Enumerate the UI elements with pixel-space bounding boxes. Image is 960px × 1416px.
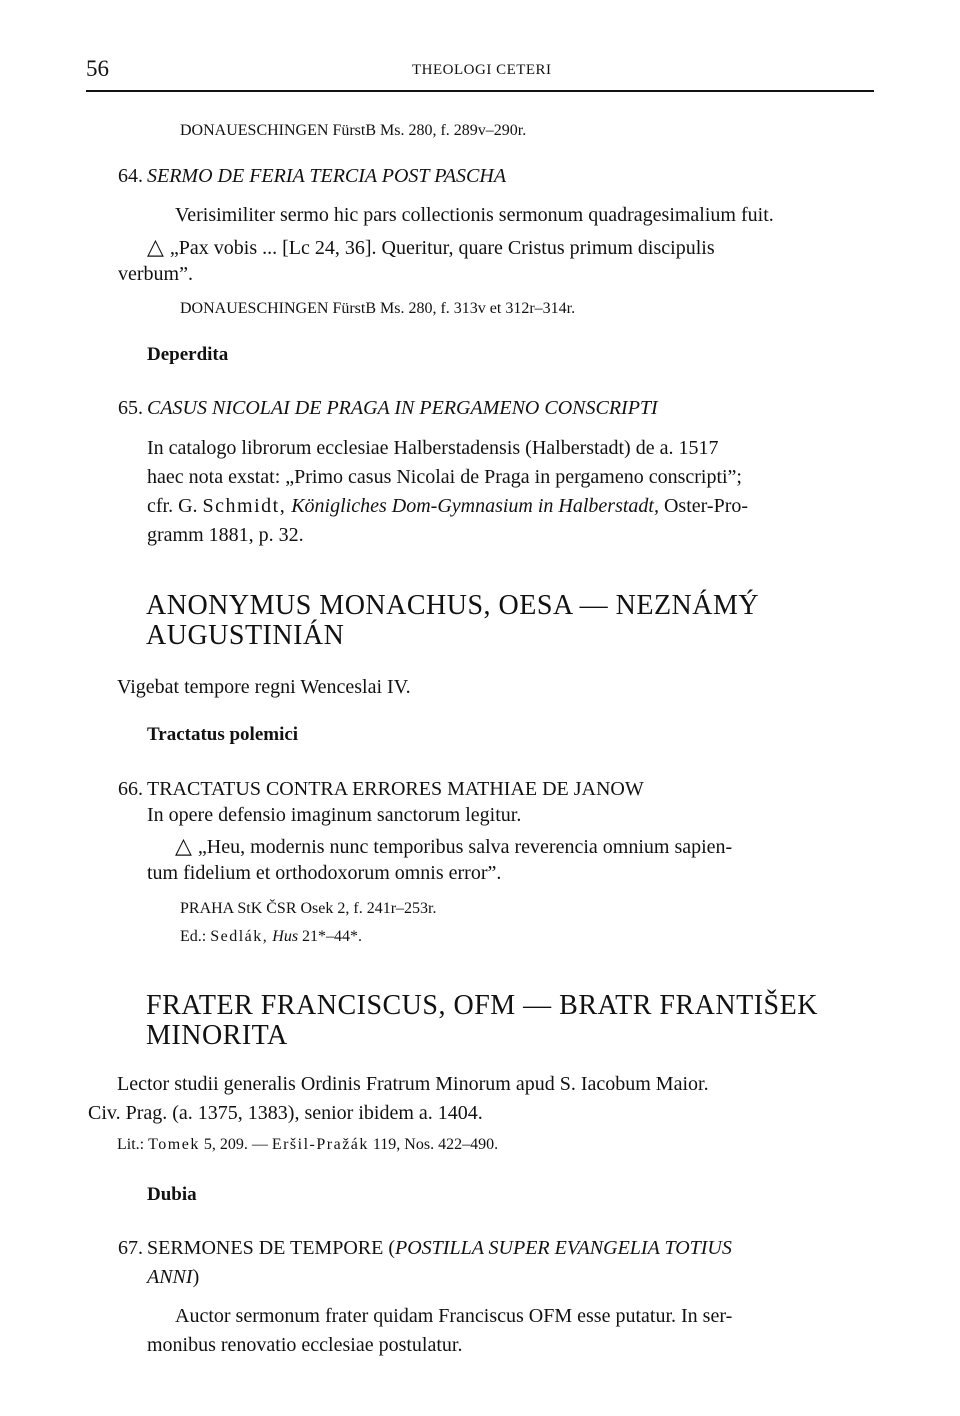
body-line: verbum”.	[118, 263, 193, 285]
item-title-continued	[147, 1266, 199, 1289]
body-line: monibus renovatio ecclesiae postulatur.	[147, 1334, 463, 1356]
section-heading: Deperdita	[147, 344, 229, 365]
body-line	[175, 833, 732, 859]
incipit-text: „Pax vobis ... [Lc 24, 36]. Queritur, quare Cristus primum discipulis	[169, 237, 715, 259]
body-line: In catalogo librorum ecclesiae Halberstadensis (Halberstadt) de a. 1517	[147, 437, 719, 459]
item-number: 67.	[118, 1237, 143, 1259]
body-line: In opere defensio imaginum sanctorum legitur.	[147, 804, 522, 826]
section-heading: Tractatus polemici	[147, 724, 299, 745]
author-heading: FRATER FRANCISCUS, OFM — BRATR FRANTIŠEK	[146, 990, 818, 1021]
item-number: 64.	[118, 165, 143, 187]
text-span: )	[192, 1266, 200, 1288]
item-title	[147, 1237, 732, 1260]
text-span: ANNI	[147, 1266, 193, 1288]
body-line	[147, 495, 748, 518]
manuscript-reference: PRAHA StK ČSR Osek 2, f. 241r–253r.	[180, 900, 437, 917]
work-title: Hus	[272, 928, 299, 945]
header-rule	[86, 90, 874, 92]
incipit-text: „Heu, modernis nunc temporibus salva reverencia omnium sapien-	[197, 836, 733, 858]
item-number: 65.	[118, 397, 143, 419]
body-line: gramm 1881, p. 32.	[147, 524, 304, 546]
work-title: Königliches Dom-Gymnasium in Halberstadt,	[291, 495, 659, 517]
text-span: 21*–44*.	[302, 928, 363, 945]
author-heading: ANONYMUS MONACHUS, OESA — NEZNÁMÝ	[146, 590, 760, 621]
author-note: Vigebat tempore regni Wenceslai IV.	[117, 676, 411, 698]
item-title: CASUS NICOLAI DE PRAGA IN PERGAMENO CONSCRIPTI	[147, 397, 658, 419]
body-line: Verisimiliter sermo hic pars collectionis sermonum quadragesimalium fuit.	[175, 204, 774, 226]
text-span: Oster-Pro-	[663, 495, 749, 517]
author-name: Sedlák,	[210, 928, 269, 945]
text-span: POSTILLA SUPER EVANGELIA TOTIUS	[395, 1237, 732, 1259]
text-span: Lit.:	[117, 1136, 145, 1153]
text-span: SERMONES DE TEMPORE (	[147, 1237, 395, 1259]
triangle-icon: △	[147, 234, 164, 259]
text-span: Ed.:	[180, 928, 207, 945]
text-span: 5, 209. —	[203, 1136, 268, 1153]
body-line	[147, 234, 715, 260]
literature-reference	[117, 1136, 498, 1154]
triangle-icon: △	[175, 833, 192, 858]
author-heading: AUGUSTINIÁN	[146, 620, 345, 651]
item-number: 66.	[118, 778, 143, 800]
section-heading: Dubia	[147, 1184, 197, 1205]
author-bio: Civ. Prag. (a. 1375, 1383), senior ibidem a. 1404.	[88, 1102, 483, 1124]
body-line: tum fidelium et orthodoxorum omnis error”.	[147, 862, 502, 884]
text-span: cfr. G.	[147, 495, 198, 517]
manuscript-reference: DONAUESCHINGEN FürstB Ms. 280, f. 313v et 312r–314r.	[180, 300, 576, 317]
body-line: haec nota exstat: „Primo casus Nicolai de Praga in pergameno conscripti”;	[147, 466, 742, 488]
author-name: Tomek	[148, 1136, 200, 1153]
running-title: THEOLOGI CETERI	[412, 62, 552, 78]
item-title: SERMO DE FERIA TERCIA POST PASCHA	[147, 165, 507, 187]
author-bio: Lector studii generalis Ordinis Fratrum Minorum apud S. Iacobum Maior.	[117, 1073, 709, 1095]
manuscript-reference: DONAUESCHINGEN FürstB Ms. 280, f. 289v–290r.	[180, 122, 527, 139]
author-heading: MINORITA	[146, 1020, 288, 1051]
body-line: Auctor sermonum frater quidam Franciscus OFM esse putatur. In ser-	[175, 1305, 733, 1327]
page-number: 56	[86, 56, 109, 81]
item-title: TRACTATUS CONTRA ERRORES MATHIAE DE JANOW	[147, 778, 644, 800]
author-name: Eršil-Pražák	[271, 1136, 369, 1153]
text-span: 119, Nos. 422–490.	[372, 1136, 499, 1153]
edition-reference	[180, 928, 362, 946]
author-name: Schmidt,	[202, 495, 287, 517]
